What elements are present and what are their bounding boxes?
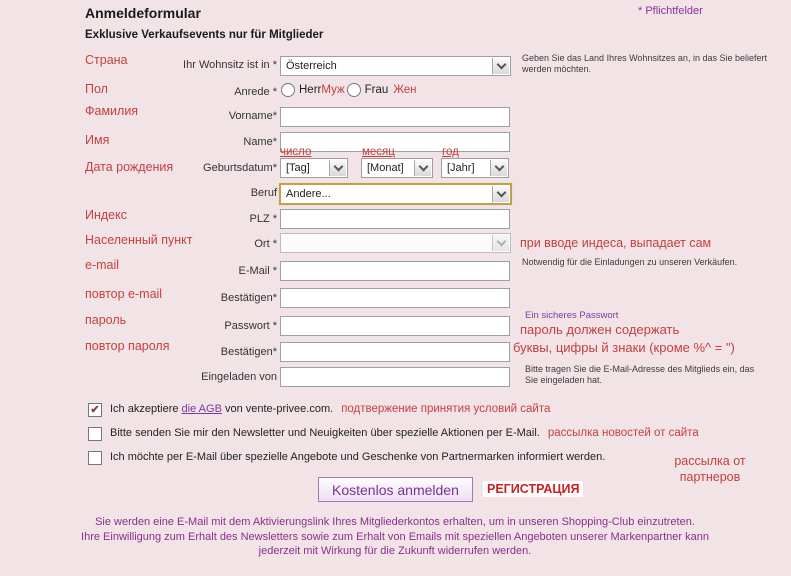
ru-annotation-zip: Индекс [85,208,127,222]
newsletter-checkbox[interactable] [88,427,102,441]
ru-annotation-password: пароль [85,313,127,327]
firstname-label: Vorname* [228,110,277,122]
footer-line-1: Sie werden eine E-Mail mit dem Aktivierungslink Ihres Mitgliederkontos erhalten, um in unseren Shopping-Club einzutreten. [95,516,695,528]
password-confirm-input[interactable] [280,342,510,362]
email-label: E-Mail * [238,265,277,277]
footer-note [75,515,715,559]
password-label: Passwort * [224,320,277,332]
password-input[interactable] [280,316,510,336]
birth-day-select[interactable] [280,158,348,178]
profession-select[interactable] [279,183,512,205]
ru-annotation-country: Страна [85,53,128,67]
ru-annotation-month: месяц [362,146,395,158]
ru-annotation-password-rule-2: буквы, цифры й знаки (кроме %^ = ") [513,340,735,355]
radio-herr-label: Herr [299,84,322,96]
newsletter-text: Bitte senden Sie mir den Newsletter und Neuigkeiten über spezielle Aktionen per E-Mail. [110,427,540,439]
radio-herr[interactable] [281,83,295,97]
ru-annotation-birthdate: Дата рождения [85,160,174,174]
ru-annotation-password-confirm: повтор пароля [85,339,170,353]
email-input[interactable] [280,261,510,281]
page-title: Anmeldeformular [85,5,201,21]
birth-year-select[interactable] [441,158,509,178]
ru-annotation-partner-offers: рассылка от партнеров [674,454,746,484]
chevron-down-icon [492,235,509,251]
lastname-label: Name* [243,136,277,148]
submit-button[interactable]: Kostenlos anmelden [318,477,473,502]
zip-input[interactable] [280,209,510,229]
ru-annotation-email: e-mail [85,258,120,272]
email-help-text: Notwendig für die Einladungen zu unseren Verkäufen. [522,257,738,267]
city-label: Ort * [254,238,277,250]
birthdate-label: Geburtsdatum* [203,162,277,174]
password-help-text: Ein sicheres Passwort [525,310,619,321]
chevron-down-icon[interactable] [492,186,509,202]
ru-annotation-day: число [280,146,312,158]
page-subtitle: Exklusive Verkaufsevents nur für Mitglieder [85,29,324,41]
profession-select-value: Andere... [286,188,331,200]
zip-label: PLZ * [249,213,277,225]
partner-offers-checkbox[interactable] [88,451,102,465]
newsletter-checkbox-row [88,427,699,441]
agb-checkbox-row [88,403,550,417]
country-select[interactable] [280,56,511,76]
firstname-input[interactable] [280,107,510,127]
ru-annotation-city: Населенный пункт [85,233,193,247]
partner-offers-text: Ich möchte per E-Mail über spezielle Angebote und Geschenke von Partnermarken informiert werden. [110,451,606,463]
birth-month-select[interactable] [361,158,433,178]
salutation-label: Anrede * [234,86,277,98]
agb-link[interactable]: die AGB [181,403,222,415]
chevron-down-icon[interactable] [329,160,346,176]
country-help-text: Geben Sie das Land Ihres Wohnsitzes an, in das Sie beliefert werden möchten. [522,53,767,74]
birth-year-value: [Jahr] [447,162,475,174]
email-confirm-input[interactable] [280,288,510,308]
agb-text-before: Ich akzeptiere [110,403,182,415]
ru-annotation-registration: РЕГИСТРАЦИЯ [483,481,583,497]
ru-annotation-newsletter: рассылка новостей от сайта [547,427,699,439]
ru-annotation-password-rule-1: пароль должен содержать [520,322,680,337]
chevron-down-icon[interactable] [414,160,431,176]
radio-frau-label: Frau [364,84,389,96]
birth-month-value: [Monat] [367,162,404,174]
ru-annotation-firstname: Фамилия [85,104,139,118]
ru-annotation-agb: подтвержение принятия условий сайта [341,403,551,415]
footer-line-2: Ihre Einwilligung zum Erhalt des Newsletters sowie zum Erhalt von Emails mit speziellen Angeboten unserer Markenpartner kann jederzeit mit Wirkung für die Zukunft widerrufen werden. [81,530,709,557]
agb-text [110,403,333,415]
ru-annotation-female: Жен [393,84,417,96]
invited-by-input[interactable] [280,367,510,387]
ru-annotation-male: Муж [321,84,345,96]
profession-label: Beruf [250,187,277,199]
country-label: Ihr Wohnsitz ist in * [183,59,277,71]
ru-annotation-lastname: Имя [85,133,110,147]
salutation-radio-group [281,83,419,97]
radio-frau[interactable] [347,83,361,97]
required-fields-note: * Pflichtfelder [638,5,703,17]
check-icon: ✔ [90,403,100,416]
agb-text-after: von vente-privee.com. [221,403,334,415]
chevron-down-icon[interactable] [490,160,507,176]
ru-annotation-city-help: при вводе индеса, выпадает сам [520,236,712,250]
password-confirm-label: Bestätigen* [220,346,277,358]
invited-by-label: Eingeladen von [201,371,277,383]
city-select[interactable] [280,233,511,253]
partner-offers-checkbox-row [88,451,605,465]
invited-by-help-text: Bitte tragen Sie die E-Mail-Adresse des Mitglieds ein, das Sie eingeladen hat. [525,364,755,385]
chevron-down-icon[interactable] [492,58,509,74]
ru-annotation-gender: Пол [85,82,108,96]
ru-annotation-year: год [442,146,459,158]
ru-annotation-email-confirm: повтор e-mail [85,287,163,301]
agb-checkbox[interactable] [88,403,102,417]
lastname-input[interactable] [280,132,510,152]
country-select-value: Österreich [286,60,337,72]
email-confirm-label: Bestätigen* [220,292,277,304]
birth-day-value: [Tag] [286,162,310,174]
